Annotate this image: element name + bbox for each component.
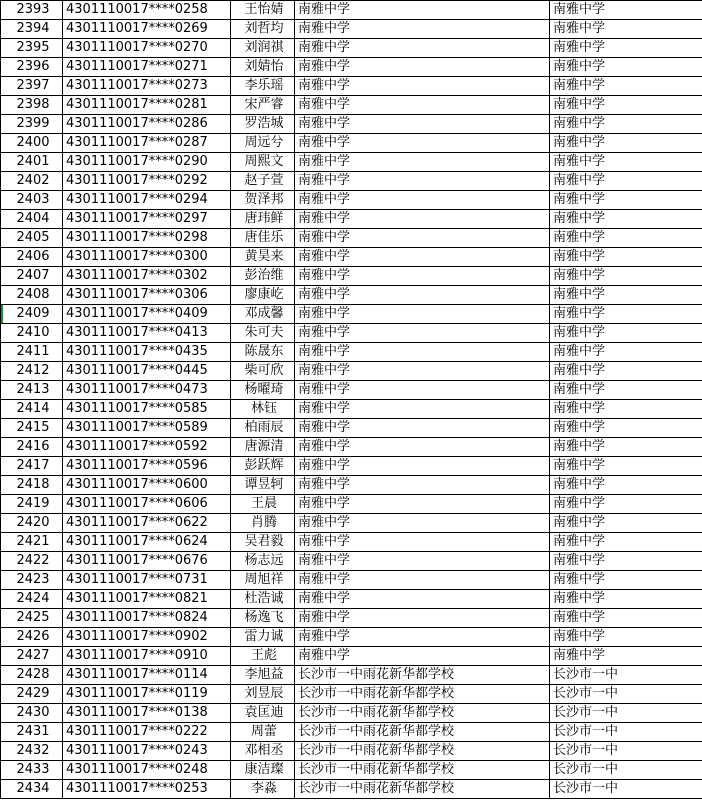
table-row[interactable] — [1, 58, 702, 77]
row-number-cell[interactable]: 2418 — [1, 476, 63, 495]
school-group-cell[interactable]: 南雅中学 — [550, 96, 702, 115]
student-name-cell[interactable]: 王晨 — [231, 495, 295, 514]
school-group-cell[interactable]: 南雅中学 — [550, 1, 702, 20]
school-group-cell[interactable]: 南雅中学 — [550, 343, 702, 362]
row-number-cell[interactable]: 2404 — [1, 210, 63, 229]
school-cell[interactable]: 南雅中学 — [295, 305, 550, 324]
row-number-cell[interactable]: 2429 — [1, 685, 63, 704]
id-number-cell[interactable]: 4301110017****0292 — [63, 172, 231, 191]
id-number-cell[interactable]: 4301110017****0592 — [63, 438, 231, 457]
id-number-cell[interactable]: 4301110017****0258 — [63, 1, 231, 20]
id-number-cell[interactable]: 4301110017****0253 — [63, 780, 231, 799]
row-number-cell[interactable]: 2421 — [1, 533, 63, 552]
school-cell[interactable]: 南雅中学 — [295, 267, 550, 286]
row-number-cell[interactable]: 2412 — [1, 362, 63, 381]
school-group-cell[interactable]: 南雅中学 — [550, 39, 702, 58]
school-group-cell[interactable]: 南雅中学 — [550, 286, 702, 305]
school-cell[interactable]: 南雅中学 — [295, 191, 550, 210]
student-name-cell[interactable]: 唐玮鲜 — [231, 210, 295, 229]
school-group-cell[interactable]: 南雅中学 — [550, 77, 702, 96]
school-cell[interactable]: 南雅中学 — [295, 381, 550, 400]
table-row[interactable] — [1, 723, 702, 742]
row-number-cell[interactable]: 2411 — [1, 343, 63, 362]
school-cell[interactable]: 南雅中学 — [295, 571, 550, 590]
student-name-cell[interactable]: 罗浩城 — [231, 115, 295, 134]
school-group-cell[interactable]: 长沙市一中 — [550, 685, 702, 704]
table-row[interactable] — [1, 514, 702, 533]
id-number-cell[interactable]: 4301110017****0622 — [63, 514, 231, 533]
student-name-cell[interactable]: 陈晟东 — [231, 343, 295, 362]
id-number-cell[interactable]: 4301110017****0287 — [63, 134, 231, 153]
student-name-cell[interactable]: 雷力诚 — [231, 628, 295, 647]
table-row[interactable] — [1, 153, 702, 172]
school-cell[interactable]: 南雅中学 — [295, 476, 550, 495]
school-group-cell[interactable]: 南雅中学 — [550, 647, 702, 666]
school-cell[interactable]: 南雅中学 — [295, 590, 550, 609]
id-number-cell[interactable]: 4301110017****0271 — [63, 58, 231, 77]
school-cell[interactable]: 南雅中学 — [295, 609, 550, 628]
school-group-cell[interactable]: 南雅中学 — [550, 58, 702, 77]
row-number-cell[interactable]: 2433 — [1, 761, 63, 780]
student-name-cell[interactable]: 李旭益 — [231, 666, 295, 685]
student-name-cell[interactable]: 杨曜琦 — [231, 381, 295, 400]
student-name-cell[interactable]: 杨志远 — [231, 552, 295, 571]
table-row[interactable] — [1, 742, 702, 761]
school-group-cell[interactable]: 南雅中学 — [550, 153, 702, 172]
school-group-cell[interactable]: 长沙市一中 — [550, 761, 702, 780]
row-number-cell[interactable]: 2400 — [1, 134, 63, 153]
student-name-cell[interactable]: 刘哲均 — [231, 20, 295, 39]
table-row[interactable] — [1, 134, 702, 153]
id-number-cell[interactable]: 4301110017****0910 — [63, 647, 231, 666]
school-cell[interactable]: 南雅中学 — [295, 514, 550, 533]
school-cell[interactable]: 长沙市一中雨花新华都学校 — [295, 685, 550, 704]
table-row[interactable] — [1, 191, 702, 210]
school-cell[interactable]: 南雅中学 — [295, 343, 550, 362]
row-number-cell[interactable]: 2406 — [1, 248, 63, 267]
student-name-cell[interactable]: 周蕾 — [231, 723, 295, 742]
id-number-cell[interactable]: 4301110017****0298 — [63, 229, 231, 248]
school-group-cell[interactable]: 南雅中学 — [550, 476, 702, 495]
row-number-cell[interactable]: 2409 — [1, 305, 63, 324]
row-number-cell[interactable]: 2401 — [1, 153, 63, 172]
row-number-cell[interactable]: 2420 — [1, 514, 63, 533]
id-number-cell[interactable]: 4301110017****0589 — [63, 419, 231, 438]
id-number-cell[interactable]: 4301110017****0273 — [63, 77, 231, 96]
student-name-cell[interactable]: 邓成馨 — [231, 305, 295, 324]
student-name-cell[interactable]: 肖腾 — [231, 514, 295, 533]
id-number-cell[interactable]: 4301110017****0138 — [63, 704, 231, 723]
student-name-cell[interactable]: 吴君毅 — [231, 533, 295, 552]
row-number-cell[interactable]: 2402 — [1, 172, 63, 191]
school-cell[interactable]: 南雅中学 — [295, 134, 550, 153]
student-name-cell[interactable]: 周远兮 — [231, 134, 295, 153]
school-group-cell[interactable]: 南雅中学 — [550, 381, 702, 400]
student-name-cell[interactable]: 唐佳乐 — [231, 229, 295, 248]
row-number-cell[interactable]: 2398 — [1, 96, 63, 115]
row-number-cell[interactable]: 2396 — [1, 58, 63, 77]
school-group-cell[interactable]: 南雅中学 — [550, 20, 702, 39]
id-number-cell[interactable]: 4301110017****0600 — [63, 476, 231, 495]
row-number-cell[interactable]: 2422 — [1, 552, 63, 571]
row-number-cell[interactable]: 2405 — [1, 229, 63, 248]
row-number-cell[interactable]: 2397 — [1, 77, 63, 96]
id-number-cell[interactable]: 4301110017****0413 — [63, 324, 231, 343]
id-number-cell[interactable]: 4301110017****0302 — [63, 267, 231, 286]
student-name-cell[interactable]: 谭昱轲 — [231, 476, 295, 495]
table-row[interactable] — [1, 248, 702, 267]
student-name-cell[interactable]: 王彪 — [231, 647, 295, 666]
table-row[interactable] — [1, 476, 702, 495]
table-row[interactable] — [1, 552, 702, 571]
id-number-cell[interactable]: 4301110017****0248 — [63, 761, 231, 780]
school-cell[interactable]: 南雅中学 — [295, 419, 550, 438]
table-row[interactable] — [1, 628, 702, 647]
school-cell[interactable]: 南雅中学 — [295, 533, 550, 552]
student-name-cell[interactable]: 王怡婧 — [231, 1, 295, 20]
id-number-cell[interactable]: 4301110017****0294 — [63, 191, 231, 210]
student-name-cell[interactable]: 周旭祥 — [231, 571, 295, 590]
school-group-cell[interactable]: 南雅中学 — [550, 495, 702, 514]
id-number-cell[interactable]: 4301110017****0435 — [63, 343, 231, 362]
school-group-cell[interactable]: 南雅中学 — [550, 533, 702, 552]
school-group-cell[interactable]: 南雅中学 — [550, 400, 702, 419]
table-row[interactable] — [1, 381, 702, 400]
school-group-cell[interactable]: 南雅中学 — [550, 267, 702, 286]
row-number-cell[interactable]: 2395 — [1, 39, 63, 58]
school-group-cell[interactable]: 南雅中学 — [550, 514, 702, 533]
student-name-cell[interactable]: 朱可夫 — [231, 324, 295, 343]
school-group-cell[interactable]: 南雅中学 — [550, 305, 702, 324]
row-number-cell[interactable]: 2415 — [1, 419, 63, 438]
row-number-cell[interactable]: 2428 — [1, 666, 63, 685]
school-cell[interactable]: 南雅中学 — [295, 96, 550, 115]
id-number-cell[interactable]: 4301110017****0119 — [63, 685, 231, 704]
table-row[interactable] — [1, 115, 702, 134]
school-group-cell[interactable]: 南雅中学 — [550, 571, 702, 590]
student-name-cell[interactable]: 柏雨辰 — [231, 419, 295, 438]
id-number-cell[interactable]: 4301110017****0821 — [63, 590, 231, 609]
school-group-cell[interactable]: 南雅中学 — [550, 457, 702, 476]
student-name-cell[interactable]: 李淼 — [231, 780, 295, 799]
school-cell[interactable]: 南雅中学 — [295, 324, 550, 343]
id-number-cell[interactable]: 4301110017****0409 — [63, 305, 231, 324]
id-number-cell[interactable]: 4301110017****0902 — [63, 628, 231, 647]
school-group-cell[interactable]: 南雅中学 — [550, 134, 702, 153]
table-row[interactable] — [1, 286, 702, 305]
school-cell[interactable]: 南雅中学 — [295, 115, 550, 134]
school-cell[interactable]: 南雅中学 — [295, 438, 550, 457]
row-number-cell[interactable]: 2424 — [1, 590, 63, 609]
school-cell[interactable]: 南雅中学 — [295, 210, 550, 229]
student-name-cell[interactable]: 赵子萱 — [231, 172, 295, 191]
id-number-cell[interactable]: 4301110017****0596 — [63, 457, 231, 476]
school-cell[interactable]: 长沙市一中雨花新华都学校 — [295, 761, 550, 780]
school-group-cell[interactable]: 南雅中学 — [550, 609, 702, 628]
school-group-cell[interactable]: 南雅中学 — [550, 248, 702, 267]
table-row[interactable] — [1, 685, 702, 704]
id-number-cell[interactable]: 4301110017****0306 — [63, 286, 231, 305]
school-group-cell[interactable]: 南雅中学 — [550, 438, 702, 457]
row-number-cell[interactable]: 2434 — [1, 780, 63, 799]
student-name-cell[interactable]: 彭治维 — [231, 267, 295, 286]
school-cell[interactable]: 长沙市一中雨花新华都学校 — [295, 666, 550, 685]
student-name-cell[interactable]: 刘婧怡 — [231, 58, 295, 77]
school-group-cell[interactable]: 长沙市一中 — [550, 780, 702, 799]
row-number-cell[interactable]: 2423 — [1, 571, 63, 590]
student-name-cell[interactable]: 黄昊来 — [231, 248, 295, 267]
id-number-cell[interactable]: 4301110017****0824 — [63, 609, 231, 628]
table-row[interactable] — [1, 343, 702, 362]
id-number-cell[interactable]: 4301110017****0290 — [63, 153, 231, 172]
school-cell[interactable]: 南雅中学 — [295, 628, 550, 647]
id-number-cell[interactable]: 4301110017****0300 — [63, 248, 231, 267]
school-cell[interactable]: 南雅中学 — [295, 58, 550, 77]
table-row[interactable] — [1, 780, 702, 799]
school-group-cell[interactable]: 长沙市一中 — [550, 742, 702, 761]
id-number-cell[interactable]: 4301110017****0473 — [63, 381, 231, 400]
table-row[interactable] — [1, 210, 702, 229]
id-number-cell[interactable]: 4301110017****0445 — [63, 362, 231, 381]
table-row[interactable] — [1, 172, 702, 191]
row-number-cell[interactable]: 2426 — [1, 628, 63, 647]
student-name-cell[interactable]: 杜浩诚 — [231, 590, 295, 609]
student-name-cell[interactable]: 彭跃辉 — [231, 457, 295, 476]
row-number-cell[interactable]: 2431 — [1, 723, 63, 742]
id-number-cell[interactable]: 4301110017****0676 — [63, 552, 231, 571]
school-cell[interactable]: 南雅中学 — [295, 495, 550, 514]
id-number-cell[interactable]: 4301110017****0606 — [63, 495, 231, 514]
table-row[interactable] — [1, 419, 702, 438]
student-name-cell[interactable]: 柴可欣 — [231, 362, 295, 381]
table-body — [1, 1, 702, 799]
school-group-cell[interactable]: 南雅中学 — [550, 362, 702, 381]
student-name-cell[interactable]: 唐源清 — [231, 438, 295, 457]
student-name-cell[interactable]: 贺泽邦 — [231, 191, 295, 210]
school-cell[interactable]: 南雅中学 — [295, 172, 550, 191]
row-number-cell[interactable]: 2393 — [1, 1, 63, 20]
table-row[interactable] — [1, 229, 702, 248]
table-row[interactable] — [1, 495, 702, 514]
school-cell[interactable]: 长沙市一中雨花新华都学校 — [295, 780, 550, 799]
student-name-cell[interactable]: 刘润祺 — [231, 39, 295, 58]
table-row[interactable] — [1, 590, 702, 609]
table-row[interactable] — [1, 1, 702, 20]
table-row[interactable] — [1, 666, 702, 685]
school-group-cell[interactable]: 南雅中学 — [550, 172, 702, 191]
school-group-cell[interactable]: 南雅中学 — [550, 419, 702, 438]
school-group-cell[interactable]: 南雅中学 — [550, 324, 702, 343]
school-group-cell[interactable]: 南雅中学 — [550, 590, 702, 609]
table-row[interactable] — [1, 533, 702, 552]
school-cell[interactable]: 南雅中学 — [295, 552, 550, 571]
id-number-cell[interactable]: 4301110017****0243 — [63, 742, 231, 761]
table-row[interactable] — [1, 362, 702, 381]
table-row[interactable] — [1, 609, 702, 628]
table-row[interactable] — [1, 39, 702, 58]
row-number-cell[interactable]: 2417 — [1, 457, 63, 476]
school-cell[interactable]: 南雅中学 — [295, 647, 550, 666]
school-cell[interactable]: 南雅中学 — [295, 400, 550, 419]
school-group-cell[interactable]: 南雅中学 — [550, 115, 702, 134]
student-name-cell[interactable]: 宋严睿 — [231, 96, 295, 115]
student-name-cell[interactable]: 刘昱辰 — [231, 685, 295, 704]
table-row[interactable] — [1, 438, 702, 457]
id-number-cell[interactable]: 4301110017****0585 — [63, 400, 231, 419]
id-number-cell[interactable]: 4301110017****0297 — [63, 210, 231, 229]
student-name-cell[interactable]: 林钰 — [231, 400, 295, 419]
student-name-cell[interactable]: 邓相丞 — [231, 742, 295, 761]
row-number-cell[interactable]: 2425 — [1, 609, 63, 628]
school-group-cell[interactable]: 南雅中学 — [550, 210, 702, 229]
school-cell[interactable]: 南雅中学 — [295, 229, 550, 248]
school-group-cell[interactable]: 长沙市一中 — [550, 723, 702, 742]
school-group-cell[interactable]: 南雅中学 — [550, 628, 702, 647]
student-name-cell[interactable]: 袁匡迪 — [231, 704, 295, 723]
school-group-cell[interactable]: 南雅中学 — [550, 191, 702, 210]
row-number-cell[interactable]: 2419 — [1, 495, 63, 514]
row-number-cell[interactable]: 2403 — [1, 191, 63, 210]
table-row[interactable] — [1, 267, 702, 286]
table-row[interactable] — [1, 571, 702, 590]
table-row[interactable] — [1, 96, 702, 115]
school-cell[interactable]: 南雅中学 — [295, 248, 550, 267]
row-number-cell[interactable]: 2432 — [1, 742, 63, 761]
school-cell[interactable]: 南雅中学 — [295, 1, 550, 20]
row-number-cell[interactable]: 2394 — [1, 20, 63, 39]
school-cell[interactable]: 长沙市一中雨花新华都学校 — [295, 723, 550, 742]
id-number-cell[interactable]: 4301110017****0270 — [63, 39, 231, 58]
id-number-cell[interactable]: 4301110017****0114 — [63, 666, 231, 685]
school-cell[interactable]: 南雅中学 — [295, 39, 550, 58]
school-group-cell[interactable]: 南雅中学 — [550, 229, 702, 248]
row-number-cell[interactable]: 2408 — [1, 286, 63, 305]
student-name-cell[interactable]: 康洁璨 — [231, 761, 295, 780]
school-cell[interactable]: 南雅中学 — [295, 362, 550, 381]
school-cell[interactable]: 南雅中学 — [295, 153, 550, 172]
id-number-cell[interactable]: 4301110017****0731 — [63, 571, 231, 590]
row-number-cell[interactable]: 2407 — [1, 267, 63, 286]
table-row[interactable] — [1, 324, 702, 343]
student-name-cell[interactable]: 杨逸飞 — [231, 609, 295, 628]
school-group-cell[interactable]: 长沙市一中 — [550, 666, 702, 685]
school-cell[interactable]: 南雅中学 — [295, 20, 550, 39]
table-row[interactable] — [1, 457, 702, 476]
row-number-cell[interactable]: 2427 — [1, 647, 63, 666]
school-cell[interactable]: 南雅中学 — [295, 77, 550, 96]
school-cell[interactable]: 长沙市一中雨花新华都学校 — [295, 742, 550, 761]
table-row[interactable] — [1, 704, 702, 723]
id-number-cell[interactable]: 4301110017****0286 — [63, 115, 231, 134]
row-number-cell[interactable]: 2410 — [1, 324, 63, 343]
student-name-cell[interactable]: 周熙文 — [231, 153, 295, 172]
id-number-cell[interactable]: 4301110017****0269 — [63, 20, 231, 39]
row-number-cell[interactable]: 2416 — [1, 438, 63, 457]
school-cell[interactable]: 长沙市一中雨花新华都学校 — [295, 704, 550, 723]
school-group-cell[interactable]: 南雅中学 — [550, 552, 702, 571]
id-number-cell[interactable]: 4301110017****0222 — [63, 723, 231, 742]
row-number-cell[interactable]: 2430 — [1, 704, 63, 723]
school-cell[interactable]: 南雅中学 — [295, 286, 550, 305]
table-row[interactable] — [1, 761, 702, 780]
table-row[interactable] — [1, 400, 702, 419]
school-group-cell[interactable]: 长沙市一中 — [550, 704, 702, 723]
student-name-cell[interactable]: 李乐瑶 — [231, 77, 295, 96]
row-number-cell[interactable]: 2399 — [1, 115, 63, 134]
row-number-cell[interactable]: 2413 — [1, 381, 63, 400]
school-cell[interactable]: 南雅中学 — [295, 457, 550, 476]
id-number-cell[interactable]: 4301110017****0624 — [63, 533, 231, 552]
row-number-cell[interactable]: 2414 — [1, 400, 63, 419]
table-row[interactable] — [1, 647, 702, 666]
id-number-cell[interactable]: 4301110017****0281 — [63, 96, 231, 115]
table-row[interactable] — [1, 20, 702, 39]
table-row[interactable] — [1, 305, 702, 324]
student-name-cell[interactable]: 廖康屹 — [231, 286, 295, 305]
table-row[interactable] — [1, 77, 702, 96]
